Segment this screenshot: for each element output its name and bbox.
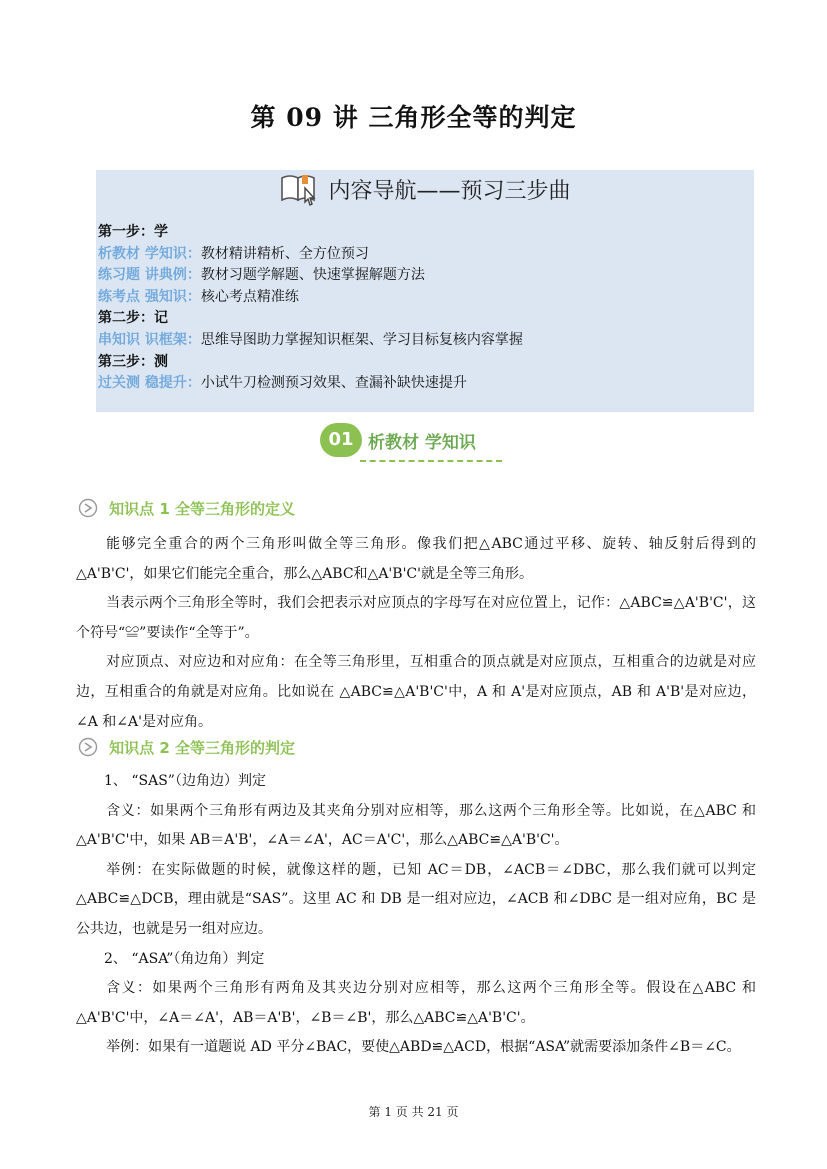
step-heading <box>98 222 748 244</box>
paragraph: 当表示两个三角形全等时，我们会把表示对应顶点的字母写在对应位置上，记作：△ABC≌△A'B'C'，这个符号“≌”要读作“全等于”。 <box>76 595 756 641</box>
section-number: 01 <box>320 423 362 457</box>
knowledge-point-1-body <box>76 530 756 737</box>
step-item-tag: 析教材 学知识： <box>98 245 201 262</box>
step-heading-text: 第二步：记 <box>98 310 168 327</box>
step-item <box>98 244 748 266</box>
paragraph: 能够完全重合的两个三角形叫做全等三角形。像我们把△ABC通过平移、旋转、轴反射后得到的△A'B'C'，如果它们能完全重合，那么△ABC和△A'B'C'就是全等三角形。 <box>76 536 756 582</box>
step-item <box>98 373 748 395</box>
paragraph: 举例：在实际做题的时候，就像这样的题，已知 AC＝DB，∠ACB＝∠DBC，那么我们就可以判定△ABC≌△DCB，理由就是“SAS”。这里 AC 和 DB 是一组对应边，∠ACB 和∠DBC 是一组对应角，BC 是公共边，也就是另一组对应边。 <box>76 861 756 937</box>
step-heading <box>98 308 748 330</box>
step-item-desc: 教材习题学解题、快速掌握解题方法 <box>200 267 425 284</box>
arrow-circle-icon <box>78 737 98 761</box>
page-title: 第 09 讲 三角形全等的判定 <box>250 103 577 132</box>
knowledge-point-2-body <box>76 767 756 1063</box>
knowledge-point-2-title: 知识点 2 全等三角形的判定 <box>109 739 295 757</box>
content-navigation-box <box>96 170 754 412</box>
step-item-desc: 教材精讲精析、全方位预习 <box>200 245 369 262</box>
step-item-desc: 小试牛刀检测预习效果、查漏补缺快速提升 <box>200 375 467 392</box>
knowledge-point-1-title: 知识点 1 全等三角形的定义 <box>109 500 295 518</box>
step-item-tag: 练习题 讲典例： <box>98 267 201 284</box>
paragraph: 含义：如果两个三角形有两边及其夹角分别对应相等，那么这两个三角形全等。比如说，在△ABC 和△A'B'C'中，如果 AB＝A'B'，∠A＝∠A'，AC＝A'C'，那么△ABC≌△A'B'C'。 <box>76 802 756 849</box>
step-heading <box>98 352 748 374</box>
page-footer: 第 1 页 共 21 页 <box>368 1105 459 1119</box>
section-banner <box>320 423 510 463</box>
book-pointer-icon <box>279 172 319 212</box>
section-underline <box>360 460 502 462</box>
step-item-tag: 过关测 稳提升： <box>98 375 201 392</box>
step-heading-text: 第一步：学 <box>98 224 168 240</box>
step-item <box>98 287 748 309</box>
step-item-desc: 核心考点精准练 <box>200 288 299 305</box>
step-item <box>98 330 748 352</box>
knowledge-point-1-heading <box>78 498 295 522</box>
arrow-circle-icon <box>78 498 98 522</box>
section-label: 析教材 学知识 <box>368 433 476 453</box>
knowledge-point-2-heading <box>78 737 295 761</box>
step-item-tag: 练考点 强知识： <box>98 288 201 305</box>
paragraph: 对应顶点、对应边和对应角：在全等三角形里，互相重合的顶点就是对应顶点，互相重合的边就是对应边，互相重合的角就是对应角。比如说在 △ABC≌△A'B'C'中，A 和 A'是对应顶点，AB 和 A'B'是对应边，∠A 和∠A'是对应角。 <box>76 654 756 730</box>
nav-heading-text: 内容导航——预习三步曲 <box>328 179 571 204</box>
step-heading-text: 第三步：测 <box>98 353 168 370</box>
step-item <box>98 265 748 287</box>
nav-heading <box>96 172 754 212</box>
step-item-tag: 串知识 识框架： <box>98 331 201 348</box>
paragraph: 举例：如果有一道题说 AD 平分∠BAC，要使△ABD≌△ACD，根据“ASA”就需要添加条件∠B＝∠C。 <box>106 1039 741 1056</box>
paragraph: 含义：如果两个三角形有两角及其夹边分别对应相等，那么这两个三角形全等。假设在△ABC 和△A'B'C'中，∠A＝∠A'，AB＝A'B'，∠B＝∠B'，那么△ABC≌△A'B'C'。 <box>76 980 756 1026</box>
rule-heading: 1、 “SAS”（边角边）判定 <box>104 773 266 789</box>
steps-list <box>98 222 748 395</box>
rule-heading: 2、 “ASA”（角边角）判定 <box>104 950 265 967</box>
step-item-desc: 思维导图助力掌握知识框架、学习目标复核内容掌握 <box>200 331 523 348</box>
